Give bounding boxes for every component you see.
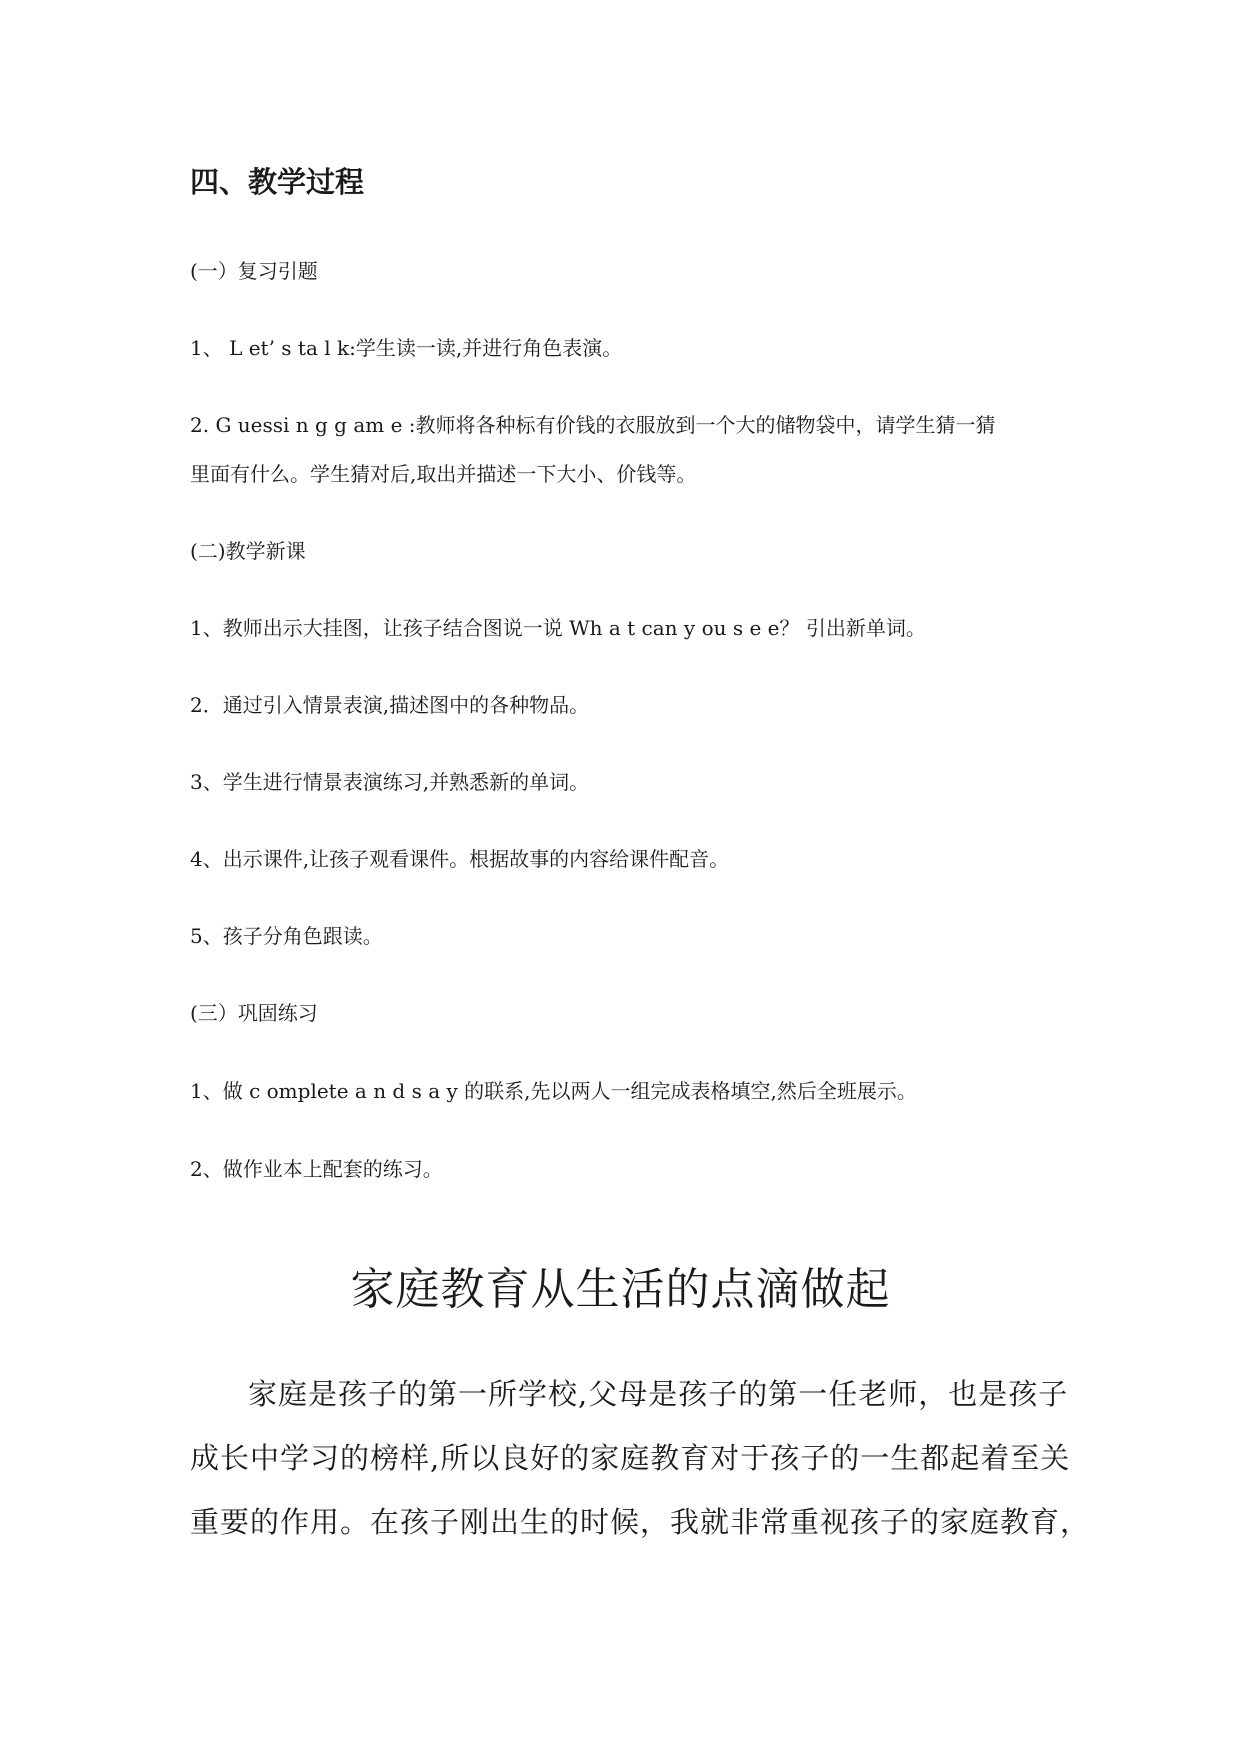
new-lesson-item-4: 4、出示课件,让孩子观看课件。根据故事的内容给课件配音。	[190, 847, 730, 871]
subsection-new-lesson: (二)教学新课	[190, 539, 306, 563]
new-lesson-item-5: 5、孩子分角色跟读。	[190, 924, 383, 948]
section-heading: 四、教学过程	[190, 165, 365, 199]
review-item-1: 1、 L et’ s ta l k:学生读一读,并进行角色表演。	[190, 336, 623, 360]
subsection-review: (一）复习引题	[190, 259, 318, 283]
practice-item-2: 2、做作业本上配套的练习。	[190, 1157, 443, 1181]
new-lesson-item-2: 2．通过引入情景表演,描述图中的各种物品。	[190, 693, 590, 717]
subsection-practice: (三）巩固练习	[190, 1001, 318, 1025]
article-paragraph-line-3: 重要的作用。在孩子刚出生的时候，我就非常重视孩子的家庭教育，	[190, 1505, 1091, 1539]
practice-item-1: 1、做 c omplete a n d s a y 的联系,先以两人一组完成表格填空,然后全班展示。	[190, 1079, 917, 1103]
review-item-2: 2. G uessi n g g am e :教师将各种标有价钱的衣服放到一个大的储物袋中，请学生猜一猜	[190, 413, 996, 437]
article-paragraph-line-1: 家庭是孩子的第一所学校,父母是孩子的第一任老师，也是孩子	[248, 1377, 1069, 1411]
review-item-2-continued: 里面有什么。学生猜对后,取出并描述一下大小、价钱等。	[190, 462, 697, 486]
new-lesson-item-1: 1、教师出示大挂图，让孩子结合图说一说 Wh a t can y ou s e e？ 引出新单词。	[190, 616, 926, 640]
article-paragraph-line-2: 成长中学习的榜样,所以良好的家庭教育对于孩子的一生都起着至关	[190, 1441, 1071, 1475]
article-title: 家庭教育从生活的点滴做起	[350, 1264, 891, 1315]
new-lesson-item-3: 3、学生进行情景表演练习,并熟悉新的单词。	[190, 770, 590, 794]
